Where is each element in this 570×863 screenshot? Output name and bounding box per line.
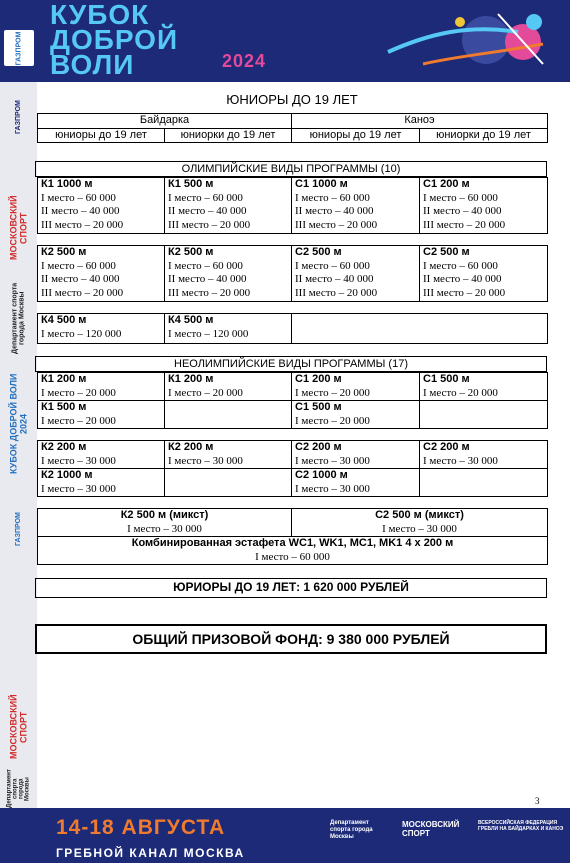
- row-spacer: [38, 497, 548, 509]
- footer-logo-department: Департамент спорта города Москвы: [330, 820, 373, 840]
- event-cell: С2 500 м I место – 60 000 II место – 40 000 III место – 20 000: [420, 246, 548, 302]
- event-cell: С1 200 м I место – 20 000: [292, 373, 420, 401]
- table-row: [38, 178, 548, 234]
- event-cell: С1 1000 м I место – 60 000 II место – 40 000 III место – 20 000: [292, 178, 420, 234]
- header-banner: [0, 0, 570, 82]
- relay-cell: Комбинированная эстафета WC1, WK1, MC1, MK1 4 х 200 м I место – 60 000: [38, 537, 548, 565]
- table-row: [38, 469, 548, 497]
- prize-content: [37, 82, 570, 808]
- sidebar-logo-1: ГАЗПРОМ: [15, 100, 22, 134]
- sidebar-logo-4: КУБОК ДОБРОЙ ВОЛИ 2024: [8, 373, 29, 475]
- event-dates: 14-18 АВГУСТА: [56, 816, 226, 839]
- empty-cell: [165, 401, 292, 429]
- event-cell: К2 200 м I место – 30 000: [38, 441, 165, 469]
- sidebar-logo-6: МОСКОВСКИЙ СПОРТ: [8, 694, 29, 760]
- nonolympic-title: НЕОЛИМПИЙСКИЕ ВИДЫ ПРОГРАММЫ (17): [35, 356, 547, 372]
- table-row: [38, 509, 548, 537]
- footer-logo-federation: ВСЕРОССИЙСКАЯ ФЕДЕРАЦИЯ ГРЕБЛИ НА БАЙДАРКАХ И КАНОЭ: [478, 820, 564, 832]
- event-cell: К1 500 м I место – 60 000 II место – 40 000 III место – 20 000: [165, 178, 292, 234]
- table-row: [38, 401, 548, 429]
- empty-cell: [420, 401, 548, 429]
- event-cell: С1 200 м I место – 60 000 II место – 40 000 III место – 20 000: [420, 178, 548, 234]
- empty-cell: [420, 469, 548, 497]
- sidebar-logo-3: Департамент спорта города Москвы: [11, 282, 26, 354]
- subhead-canoe-men: юниоры до 19 лет: [292, 128, 420, 143]
- event-cell: К1 200 м I место – 20 000: [38, 373, 165, 401]
- banner-title-line-3: ВОЛИ: [50, 49, 135, 80]
- banner-year: 2024: [222, 51, 267, 71]
- gazprom-logo: ГАЗПРОМ: [4, 30, 34, 66]
- event-cell: С1 500 м I место – 20 000: [292, 401, 420, 429]
- mixed-canoe-cell: С2 500 м (микст) I место – 30 000: [292, 509, 548, 537]
- juniors-total: ЮРИОРЫ ДО 19 ЛЕТ: 1 620 000 РУБЛЕЙ: [35, 578, 547, 598]
- event-cell: К4 500 м I место – 120 000: [165, 314, 292, 344]
- event-cell: С2 500 м I место – 60 000 II место – 40 000 III место – 20 000: [292, 246, 420, 302]
- footer-logo-moscow-sport: МОСКОВСКИЙ СПОРТ: [402, 820, 460, 838]
- mixed-kayak-cell: К2 500 м (микст) I место – 30 000: [38, 509, 292, 537]
- event-cell: К2 500 м I место – 60 000 II место – 40 000 III место – 20 000: [165, 246, 292, 302]
- event-cell: С2 200 м I место – 30 000: [292, 441, 420, 469]
- event-cell: С1 500 м I место – 20 000: [420, 373, 548, 401]
- sidebar-logo-2: МОСКОВСКИЙ СПОРТ: [8, 195, 29, 261]
- page-number: 3: [535, 796, 540, 806]
- empty-cell: [292, 314, 548, 344]
- table-row: [38, 314, 548, 344]
- event-cell: К2 500 м I место – 60 000 II место – 40 000 III место – 20 000: [38, 246, 165, 302]
- event-cell: К1 200 м I место – 20 000: [165, 373, 292, 401]
- subhead-kayak-men: юниоры до 19 лет: [38, 128, 165, 143]
- section-title: ЮНИОРЫ ДО 19 ЛЕТ: [226, 92, 358, 107]
- subhead-canoe-women: юниорки до 19 лет: [420, 128, 548, 143]
- empty-cell: [165, 469, 292, 497]
- nonolympic-table: [37, 372, 548, 565]
- table-row: [38, 373, 548, 401]
- event-cell: К2 1000 м I место – 30 000: [38, 469, 165, 497]
- event-cell: С2 200 м I место – 30 000: [420, 441, 548, 469]
- sidebar-logo-7: Департамент спорта города Москвы: [6, 769, 31, 809]
- banner-title: [50, 0, 179, 80]
- sidebar-logo-5: ГАЗПРОМ: [15, 512, 22, 546]
- grand-total: ОБЩИЙ ПРИЗОВОЙ ФОНД: 9 380 000 РУБЛЕЙ: [35, 624, 547, 654]
- event-cell: К1 500 м I место – 20 000: [38, 401, 165, 429]
- event-cell: К4 500 м I место – 120 000: [38, 314, 165, 344]
- table-row: [38, 246, 548, 302]
- table-row: [38, 441, 548, 469]
- event-cell: К1 1000 м I место – 60 000 II место – 40 000 III место – 20 000: [38, 178, 165, 234]
- event-venue: ГРЕБНОЙ КАНАЛ МОСКВА: [56, 846, 245, 860]
- event-cell: С2 1000 м I место – 30 000: [292, 469, 420, 497]
- banner-title-line-2: ДОБРОЙ: [50, 24, 179, 55]
- footer-banner: [0, 808, 570, 863]
- olympic-table: [37, 177, 548, 344]
- kayaker-illustration-icon: [368, 4, 563, 80]
- olympic-title: ОЛИМПИЙСКИЕ ВИДЫ ПРОГРАММЫ (10): [35, 161, 547, 177]
- canoe-header: Каноэ: [292, 114, 548, 129]
- row-spacer: [38, 234, 548, 246]
- discipline-header-table: [37, 113, 548, 143]
- banner-title-line-1: КУБОК: [50, 0, 150, 30]
- row-spacer: [38, 429, 548, 441]
- kayak-header: Байдарка: [38, 114, 292, 129]
- subhead-kayak-women: юниорки до 19 лет: [165, 128, 292, 143]
- table-row: [38, 537, 548, 565]
- sidebar-logos: [0, 82, 37, 808]
- row-spacer: [38, 302, 548, 314]
- event-cell: К2 200 м I место – 30 000: [165, 441, 292, 469]
